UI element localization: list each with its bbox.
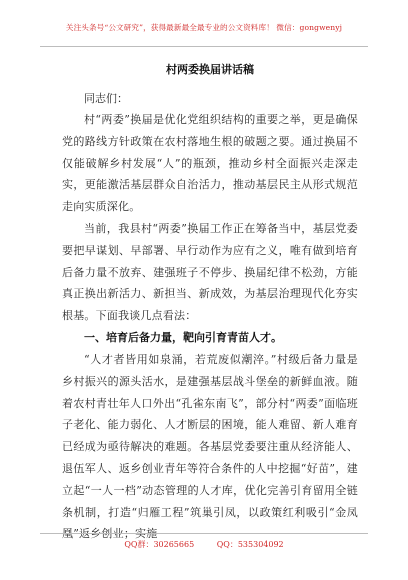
paragraph-intro: 村“两委”换届是优化党组织结构的重要之举，更是确保党的路线方针政策在农村落地生根的破题之要。通过换届不仅能破解乡村发展“人”的瓶颈，推动乡村全面振兴走深走实，更能激活基层群众自治活力，推动基层民主从形式规范走向实质深化。 bbox=[62, 113, 358, 214]
salutation: 同志们： bbox=[84, 92, 128, 105]
footer-contact bbox=[0, 539, 408, 550]
document-title: 村两委换届讲话稿 bbox=[166, 63, 254, 76]
footer-divider bbox=[40, 533, 368, 534]
section-heading-1: 一、培育后备力量，靶向引育青苗人才。 bbox=[84, 330, 282, 344]
paragraph-context: 当前，我县村“两委”换届工作正在筹备当中，基层党委要把早谋划、早部署、早行动作为应有之义，唯有做到培育后备力量不放弃、建强班子不停步、换届纪律不松劲，方能真正换出新活力、新担当、新成效，为基层治理现代化夯实根基。下面我谈几点看法： bbox=[62, 221, 358, 323]
footer-qq-group: QQ群：30265665 bbox=[124, 540, 195, 549]
document-body bbox=[62, 56, 358, 545]
header-promo-note: 关注头条号“公文研究”，获得最新最全最专业的公文资料库！ 微信：gongwenyj bbox=[65, 23, 343, 32]
header-divider bbox=[40, 46, 368, 47]
section-1-paragraph: “人才者皆用如泉涌，若荒废似潮淬。”村级后备力量是乡村振兴的源头活水，是建强基层战斗堡垒的新鲜血液。随着农村青壮年人口外出“孔雀东南飞”，部分村“两委”面临班子老化、能力弱化、人才断层的困境，能人难留、新人难育已经成为亟待解决的难题。各基层党委要注重从经济能人、退伍军人、返乡创业青年等符合条件的人中挖掘“好苗”，建立起“一人一档”动态管理的人才库，优化完善引育留用全链条机制，打造“归雁工程”筑巢引凤，以政策红利吸引“金凤凰”返乡创业；实施 bbox=[62, 352, 358, 541]
footer-qq: QQ：535304092 bbox=[216, 540, 284, 549]
